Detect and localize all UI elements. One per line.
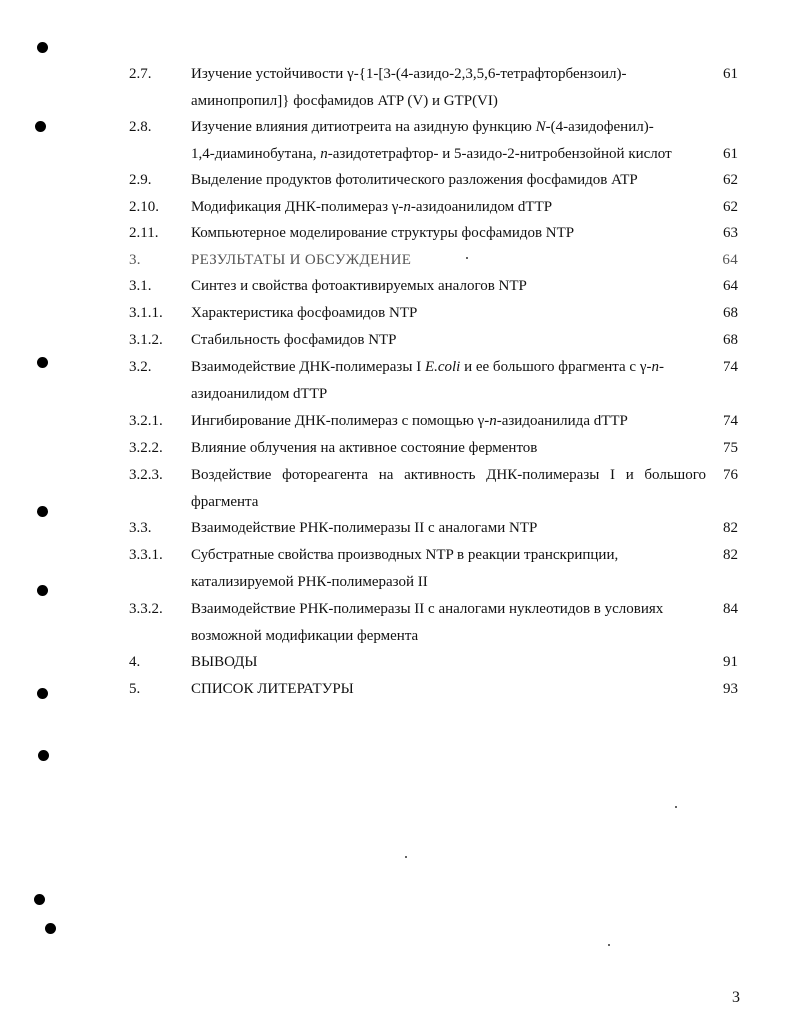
toc-entry-title: Взаимодействие ДНК-полимеразы I E.coli и ее большого фрагмента с γ-п- азидоанилидом dTTP xyxy=(191,359,664,402)
toc-entry-number: 3.3.1. xyxy=(129,547,163,563)
toc-entry-page: 62 xyxy=(723,199,738,215)
toc-entry-page: 64 xyxy=(722,252,738,268)
toc-entry-page: 61 xyxy=(723,66,738,82)
toc-entry-title: Ингибирование ДНК-полимераз с помощью γ-п-азидоанилида dTTP xyxy=(191,413,628,429)
toc-entry-page: 84 xyxy=(723,601,738,617)
toc-entry-number: 3.3.2. xyxy=(129,601,163,617)
toc-entry-title: Субстратные свойства производных NTP в реакции транскрипции, катализируемой РНК-полимеразой II xyxy=(191,547,619,590)
toc-entry-number: 2.8. xyxy=(129,119,152,135)
toc-entry-title: РЕЗУЛЬТАТЫ И ОБСУЖДЕНИЕ xyxy=(191,252,412,268)
toc-entry-number: 3.3. xyxy=(129,520,152,536)
toc-entry-number: 3.1.1. xyxy=(129,305,163,321)
toc-entry-page: 68 xyxy=(723,332,738,348)
toc-entry-title: Влияние облучения на активное состояние ферментов xyxy=(191,440,538,456)
toc-entry-number: 5. xyxy=(129,681,141,697)
toc-entry-title: Компьютерное моделирование структуры фосфамидов NTP xyxy=(191,225,575,241)
toc-entry-title: ВЫВОДЫ xyxy=(191,654,258,670)
toc-entry-title: Модификация ДНК-полимераз γ-п-азидоанилидом dTTP xyxy=(191,199,553,215)
toc-entry-number: 2.7. xyxy=(129,66,152,82)
toc-entry-title: Синтез и свойства фотоактивируемых аналогов NTP xyxy=(191,278,527,294)
toc-entry-page: 76 xyxy=(723,467,738,483)
toc-entry-title: Взаимодействие РНК-полимеразы II с аналогами нуклеотидов в условиях возможной модификации фермента xyxy=(191,601,664,644)
toc-entry-number: 3.1. xyxy=(129,278,152,294)
toc-entry-page: 74 xyxy=(723,413,738,429)
toc-entry-page: 82 xyxy=(723,547,738,563)
toc-entry-number: 4. xyxy=(129,654,141,670)
toc-entry-title: Изучение устойчивости γ-{1-[3-(4-азидо-2,3,5,6-тетрафторбензоил)- аминопропил]} фосфамидов ATP (V) и GTP(VI) xyxy=(191,66,627,109)
toc-entry-page: 91 xyxy=(723,654,738,670)
toc-entry-page: 74 xyxy=(723,359,738,375)
toc-entry-title: СПИСОК ЛИТЕРАТУРЫ xyxy=(191,681,354,697)
toc-entry-number: 2.10. xyxy=(129,199,159,215)
toc-entry-number: 3.1.2. xyxy=(129,332,163,348)
toc-entry-page: 64 xyxy=(723,278,738,294)
toc-entry-title: Взаимодействие РНК-полимеразы II с аналогами NTP xyxy=(191,520,538,536)
toc-entry-number: 3.2.1. xyxy=(129,413,163,429)
toc-entry-number: 2.11. xyxy=(129,225,159,241)
toc-entry-page: 63 xyxy=(723,225,738,241)
toc-entry-page: 61 xyxy=(723,145,738,162)
toc-entry-number: 3.2.2. xyxy=(129,440,163,456)
toc-entry-number: 3. xyxy=(129,252,141,268)
toc-entry-title: Стабильность фосфамидов NTP xyxy=(191,332,397,348)
toc-entry-page: 75 xyxy=(723,440,738,456)
toc-entry-page: 68 xyxy=(723,305,738,321)
toc-entry-number: 3.2.3. xyxy=(129,467,163,483)
toc-entry-page: 62 xyxy=(723,172,738,188)
toc-entry-title: Воздействие фотореагента на активность ДНК-полимеразы I и большого фрагмента xyxy=(191,467,706,510)
toc-entry-number: 3.2. xyxy=(129,359,152,375)
toc-entry-page: 82 xyxy=(723,520,738,536)
toc-entry-title: Изучение влияния дитиотреита на азидную функцию N-(4-азидофенил)- 1,4-диаминобутана, п-азидотетрафтор- и 5-азидо-2-нитробензойной кислот xyxy=(191,119,672,162)
toc-entry-title: Характеристика фосфоамидов NTP xyxy=(191,305,418,321)
toc-entry-page: 93 xyxy=(723,681,738,697)
toc-entry-number: 2.9. xyxy=(129,172,152,188)
page-number: 3 xyxy=(732,989,740,1006)
toc-entry-title: Выделение продуктов фотолитического разложения фосфамидов ATP xyxy=(191,172,638,188)
